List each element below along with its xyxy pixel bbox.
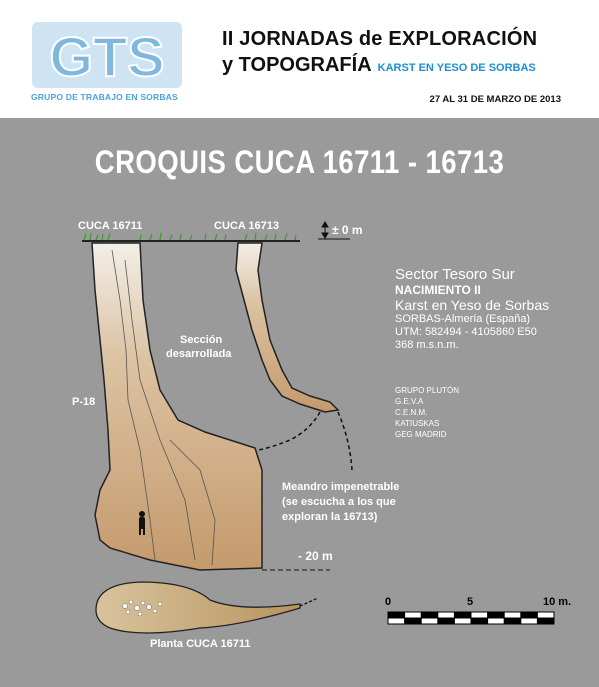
scale-tick-0: 0	[385, 596, 392, 608]
sketch-title: CROQUIS CUCA 16711 - 16713	[94, 144, 505, 180]
label-meander-3: exploran la 16713)	[282, 511, 378, 523]
plan-dashed-end	[300, 598, 318, 606]
label-level-top: ± 0 m	[332, 223, 363, 237]
label-cuca-16713: CUCA 16713	[214, 220, 280, 232]
event-title-line1: II JORNADAS de EXPLORACIÓN	[222, 28, 538, 50]
meander-dashed	[258, 412, 320, 450]
info-altitude: 368 m.s.n.m.	[395, 339, 459, 351]
info-name: NACIMIENTO II	[395, 283, 481, 297]
event-date: 27 AL 31 DE MARZO DE 2013	[429, 94, 561, 105]
label-plan: Planta CUCA 16711	[150, 638, 251, 650]
label-section-2: desarrollada	[166, 348, 232, 360]
scale-bar	[388, 612, 554, 624]
scale-tick-5: 5	[467, 596, 474, 608]
info-karst: Karst en Yeso de Sorbas	[395, 297, 550, 313]
label-section: Sección	[180, 334, 223, 346]
meander-dashed-2	[338, 412, 352, 470]
event-title-tag: KARST EN YESO DE SORBAS	[377, 62, 536, 74]
info-location: SORBAS-Almería (España)	[395, 313, 531, 325]
scale-tick-10: 10 m.	[543, 596, 572, 608]
level-arrow-top-icon	[322, 222, 328, 238]
label-meander-1: Meandro impenetrable	[282, 481, 400, 493]
label-cuca-16711: CUCA 16711	[78, 220, 143, 232]
cave-info	[395, 266, 549, 352]
svg-text:GTS: GTS	[49, 25, 165, 88]
team-item: KATIUSKAS	[395, 419, 440, 428]
event-title-line2-text: y TOPOGRAFÍA	[222, 54, 372, 76]
team-item: C.E.N.M.	[395, 408, 428, 417]
info-sector: Sector Tesoro Sur	[395, 266, 515, 283]
logo-subtitle: GRUPO DE TRABAJO EN SORBAS	[31, 92, 178, 102]
team-item: GRUPO PLUTÓN	[395, 386, 460, 395]
label-level-bottom: - 20 m	[298, 549, 333, 563]
label-meander-2: (se escucha a los que	[282, 496, 396, 508]
team-item: G.E.V.A	[395, 397, 424, 406]
team-item: GEG MADRID	[395, 430, 447, 439]
grass-icon	[84, 233, 296, 240]
cave-section-16711	[92, 243, 262, 570]
team-list	[395, 385, 459, 440]
cave-section-16713	[236, 243, 338, 412]
info-utm: UTM: 582494 - 4105860 E50	[395, 326, 537, 338]
label-shaft: P-18	[72, 396, 96, 408]
